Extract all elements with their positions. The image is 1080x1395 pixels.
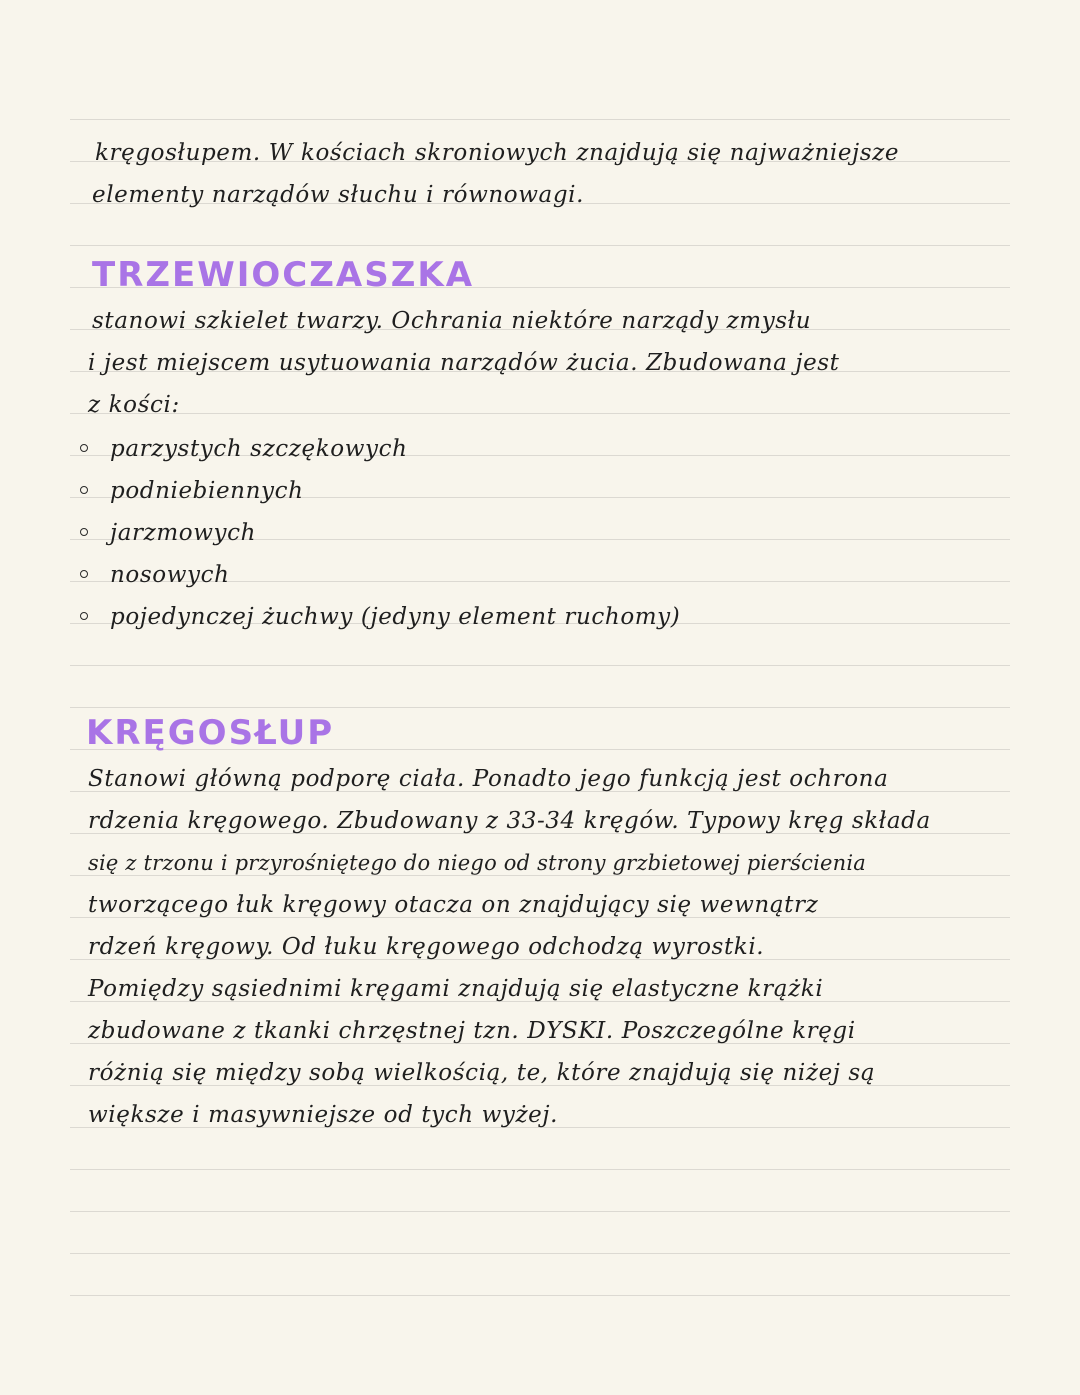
section-heading: TRZEWIOCZASZKA (92, 255, 475, 295)
paragraph-line: większe i masywniejsze od tych wyżej. (88, 1102, 559, 1128)
rule-line (70, 665, 1010, 666)
paragraph-line: zbudowane z tkanki chrzęstnej tzn. DYSKI. Poszczególne kręgi (88, 1018, 856, 1044)
rule-line (70, 707, 1010, 708)
paragraph-line: tworzącego łuk kręgowy otacza on znajdujący się wewnątrz (88, 892, 819, 918)
paragraph-line: się z trzonu i przyrośniętego do niego od strony grzbietowej pierścienia (88, 851, 866, 875)
paragraph-line: różnią się między sobą wielkością, te, które znajdują się niżej są (88, 1060, 876, 1086)
rule-line (70, 1211, 1010, 1212)
bullet-icon (80, 570, 88, 578)
bullet-icon (80, 486, 88, 494)
paragraph-line: i jest miejscem usytuowania narządów żucia. Zbudowana jest (88, 350, 840, 376)
paragraph-line: Pomiędzy sąsiednimi kręgami znajdują się elastyczne krążki (88, 976, 824, 1002)
rule-line (70, 245, 1010, 246)
bullet-icon (80, 528, 88, 536)
list-item-text: parzystych szczękowych (110, 436, 408, 462)
intro-line: elementy narządów słuchu i równowagi. (92, 182, 585, 208)
intro-line: kręgosłupem. W kościach skroniowych znajdują się najważniejsze (95, 140, 900, 166)
paragraph-line: Stanowi główną podporę ciała. Ponadto jego funkcją jest ochrona (88, 766, 889, 792)
bullet-icon (80, 444, 88, 452)
rule-line (70, 119, 1010, 120)
list-item-text: jarzmowych (110, 520, 256, 546)
paragraph-line: z kości: (88, 392, 180, 418)
section-heading: KRĘGOSŁUP (86, 713, 335, 753)
rule-line (70, 1169, 1010, 1170)
rule-line (70, 1295, 1010, 1296)
paragraph-line: rdzeń kręgowy. Od łuku kręgowego odchodzą wyrostki. (88, 934, 765, 960)
bullet-icon (80, 612, 88, 620)
paragraph-line: rdzenia kręgowego. Zbudowany z 33-34 kręgów. Typowy kręg składa (88, 808, 931, 834)
rule-line (70, 413, 1010, 414)
list-item-text: pojedynczej żuchwy (jedyny element ruchomy) (110, 604, 681, 630)
paragraph-line: stanowi szkielet twarzy. Ochrania niektóre narządy zmysłu (92, 308, 812, 334)
list-item-text: podniebiennych (110, 478, 304, 504)
list-item-text: nosowych (110, 562, 230, 588)
rule-line (70, 1253, 1010, 1254)
